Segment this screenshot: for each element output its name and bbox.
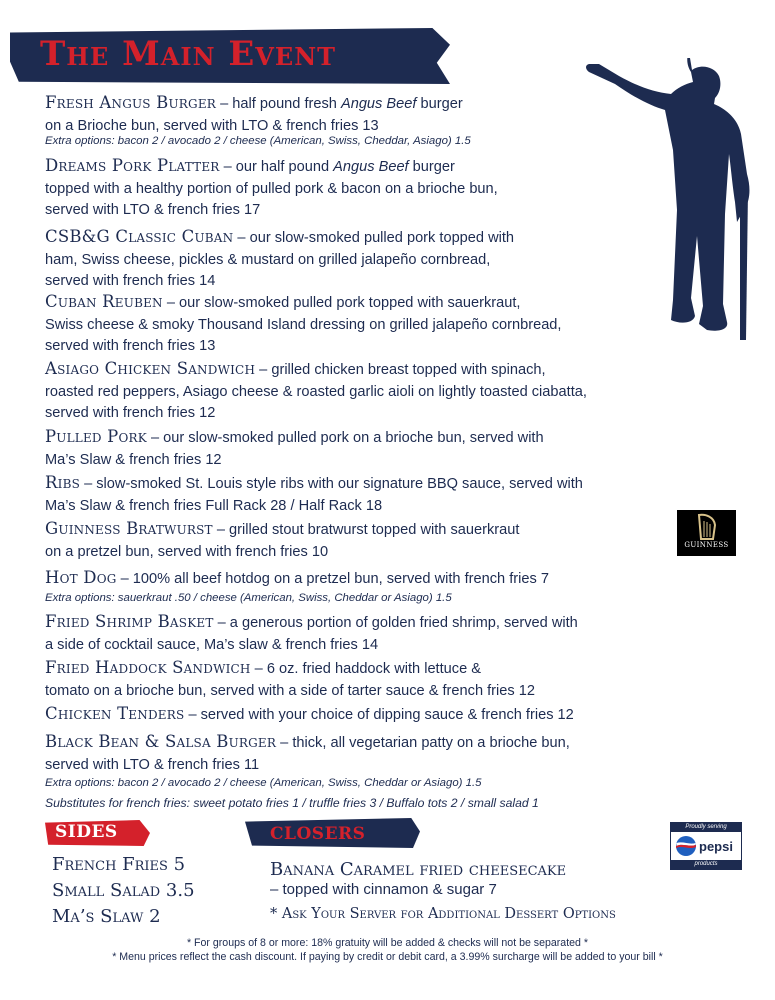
menu-item-text: on a Brioche bun, served with LTO & french fries 13 bbox=[45, 117, 379, 134]
surcharge-note: * Menu prices reflect the cash discount. If paying by credit or debit card, a 3.99% surcharge will be added to your bill * bbox=[112, 951, 663, 963]
side-item: French Fries 5 bbox=[52, 854, 186, 875]
blackbean-extra-options: Extra options: bacon 2 / avocado 2 / cheese (American, Swiss, Cheddar or Asiago) 1.5 bbox=[45, 777, 482, 789]
menu-item-description-line bbox=[45, 315, 561, 337]
menu-item-text: Swiss cheese & smoky Thousand Island dressing on grilled jalapeño cornbread, bbox=[45, 316, 562, 333]
menu-item-name: Asiago Chicken Sandwich bbox=[45, 359, 256, 378]
menu-item-name: Fresh Angus Burger bbox=[45, 93, 217, 112]
menu-item-first-line bbox=[45, 92, 463, 116]
menu-item-description-line bbox=[45, 755, 570, 777]
menu-item-text: roasted red peppers, Asiago cheese & roasted garlic aioli on lightly toasted ciabatta, bbox=[45, 383, 587, 400]
menu-item-name: Fried Shrimp Basket bbox=[45, 612, 214, 631]
menu-item bbox=[45, 291, 561, 358]
menu-item-description-line bbox=[45, 382, 587, 404]
pepsi-globe-icon bbox=[675, 835, 697, 857]
menu-item-text: – 6 oz. fried haddock with lettuce & bbox=[254, 661, 481, 677]
guinness-wordmark: GUINNESS bbox=[684, 541, 729, 549]
menu-item-name: Cuban Reuben bbox=[45, 292, 163, 311]
menu-item-text: – 100% all beef hotdog on a pretzel bun, served with french fries 7 bbox=[120, 571, 549, 587]
closer-item-description: – topped with cinnamon & sugar 7 bbox=[270, 881, 497, 898]
menu-item-text: burger bbox=[408, 159, 455, 175]
menu-item-description-line bbox=[45, 403, 587, 425]
menu-item-name: Guinness Bratwurst bbox=[45, 519, 213, 538]
menu-item-first-line bbox=[45, 657, 535, 681]
menu-item-text: Angus Beef bbox=[340, 96, 417, 112]
menu-item-first-line bbox=[45, 358, 587, 382]
menu-item-name: Pulled Pork bbox=[45, 427, 147, 446]
menu-item-text: – our slow-smoked pulled pork topped with bbox=[237, 230, 515, 246]
menu-item-name: Dreams Pork Platter bbox=[45, 156, 220, 175]
side-item: Small Salad 3.5 bbox=[52, 880, 195, 901]
menu-item bbox=[45, 92, 463, 137]
menu-item-text: burger bbox=[416, 96, 463, 112]
menu-item bbox=[45, 472, 583, 517]
menu-item-text: – grilled stout bratwurst topped with sauerkraut bbox=[216, 522, 520, 538]
hotdog-extra-options: Extra options: sauerkraut .50 / cheese (American, Swiss, Cheddar or Asiago) 1.5 bbox=[45, 592, 452, 604]
menu-item-text: – our slow-smoked pulled pork topped with sauerkraut, bbox=[166, 295, 521, 311]
menu-item-description-line bbox=[45, 271, 514, 293]
menu-item-description-line bbox=[45, 179, 498, 201]
menu-item-text: on a pretzel bun, served with french fries 10 bbox=[45, 543, 329, 560]
menu-item-text: Angus Beef bbox=[333, 159, 409, 175]
menu-item-description-line bbox=[45, 635, 578, 657]
pepsi-top-text: Proudly serving bbox=[671, 823, 741, 832]
menu-item bbox=[45, 226, 514, 293]
menu-item-text: – thick, all vegetarian patty on a brioche bun, bbox=[280, 735, 570, 751]
menu-item-first-line bbox=[45, 731, 570, 755]
menu-item-text: – served with your choice of dipping sauce & french fries 12 bbox=[188, 707, 574, 723]
menu-item-name: Hot Dog bbox=[45, 568, 117, 587]
menu-item bbox=[45, 703, 574, 727]
menu-item-description-line bbox=[45, 250, 514, 272]
menu-item-description-line bbox=[45, 542, 519, 564]
menu-item-text: – half pound fresh bbox=[220, 96, 341, 112]
menu-item-first-line bbox=[45, 611, 578, 635]
menu-item-text: served with french fries 12 bbox=[45, 405, 216, 421]
menu-item-first-line bbox=[45, 226, 514, 250]
closer-item-name: Banana Caramel fried cheesecake bbox=[270, 859, 567, 880]
menu-item-name: Chicken Tenders bbox=[45, 704, 185, 723]
menu-item-name: CSB&G Classic Cuban bbox=[45, 227, 234, 246]
menu-item-text: Ma’s Slaw & french fries Full Rack 28 / Half Rack 18 bbox=[45, 497, 383, 514]
menu-item-text: – grilled chicken breast topped with spinach, bbox=[259, 362, 546, 378]
menu-item-description-line bbox=[45, 496, 583, 518]
menu-item bbox=[45, 567, 549, 591]
menu-item-text: – our slow-smoked pulled pork on a brioche bun, served with bbox=[150, 430, 544, 446]
menu-item-text: served with LTO & french fries 17 bbox=[45, 202, 261, 218]
pepsi-wordmark: pepsi bbox=[699, 839, 733, 854]
menu-item bbox=[45, 731, 570, 776]
menu-item-first-line bbox=[45, 567, 549, 591]
menu-item-name: Fried Haddock Sandwich bbox=[45, 658, 251, 677]
menu-item-text: served with LTO & french fries 11 bbox=[45, 756, 260, 773]
pepsi-bottom-text: products bbox=[671, 860, 741, 869]
page-title: The Main Event bbox=[40, 34, 336, 74]
dessert-options-note: * Ask Your Server for Additional Dessert Options bbox=[270, 906, 616, 922]
side-item: Ma’s Slaw 2 bbox=[52, 906, 161, 927]
menu-item-description-line bbox=[45, 450, 544, 472]
menu-item-text: – our half pound bbox=[223, 159, 334, 175]
menu-item-text: – a generous portion of golden fried shrimp, served with bbox=[217, 615, 578, 631]
menu-item-first-line bbox=[45, 426, 544, 450]
menu-item bbox=[45, 426, 544, 471]
baseball-player-silhouette bbox=[582, 58, 762, 358]
menu-item-first-line bbox=[45, 291, 561, 315]
fries-substitutes: Substitutes for french fries: sweet potato fries 1 / truffle fries 3 / Buffalo tots 2 / small salad 1 bbox=[45, 796, 539, 810]
menu-item-first-line bbox=[45, 155, 498, 179]
menu-item-text: ham, Swiss cheese, pickles & mustard on grilled jalapeño cornbread, bbox=[45, 251, 491, 268]
menu-item-description-line bbox=[45, 200, 498, 222]
menu-item-name: Black Bean & Salsa Burger bbox=[45, 732, 277, 751]
menu-item-text: topped with a healthy portion of pulled pork & bacon on a brioche bun, bbox=[45, 180, 498, 197]
menu-item-text: served with french fries 13 bbox=[45, 338, 216, 354]
menu-item-first-line bbox=[45, 472, 583, 496]
menu-item bbox=[45, 657, 535, 702]
menu-item-first-line bbox=[45, 703, 574, 727]
menu-item-name: Ribs bbox=[45, 473, 81, 492]
gratuity-note: * For groups of 8 or more: 18% gratuity will be added & checks will not be separated * bbox=[186, 937, 588, 949]
pepsi-logo bbox=[670, 822, 742, 870]
menu-item-text: a side of cocktail sauce, Ma’s slaw & french fries 14 bbox=[45, 636, 379, 653]
burger-extra-options: Extra options: bacon 2 / avocado 2 / cheese (American, Swiss, Cheddar, Asiago) 1.5 bbox=[45, 135, 471, 147]
sides-heading: SIDES bbox=[55, 822, 118, 842]
menu-item bbox=[45, 358, 587, 425]
menu-item-text: served with french fries 14 bbox=[45, 273, 216, 289]
guinness-logo bbox=[677, 510, 736, 556]
menu-item-text: Ma’s Slaw & french fries 12 bbox=[45, 451, 222, 468]
menu-item bbox=[45, 611, 578, 656]
harp-icon bbox=[696, 513, 718, 541]
closers-heading: CLOSERS bbox=[270, 824, 366, 844]
menu-item-text: – slow-smoked St. Louis style ribs with our signature BBQ sauce, served with bbox=[84, 476, 583, 492]
menu-item-description-line bbox=[45, 336, 561, 358]
menu-item bbox=[45, 518, 519, 563]
menu-item-first-line bbox=[45, 518, 519, 542]
menu-item-description-line bbox=[45, 681, 535, 703]
menu-item bbox=[45, 155, 498, 222]
menu-item-text: tomato on a brioche bun, served with a side of tarter sauce & french fries 12 bbox=[45, 682, 535, 699]
